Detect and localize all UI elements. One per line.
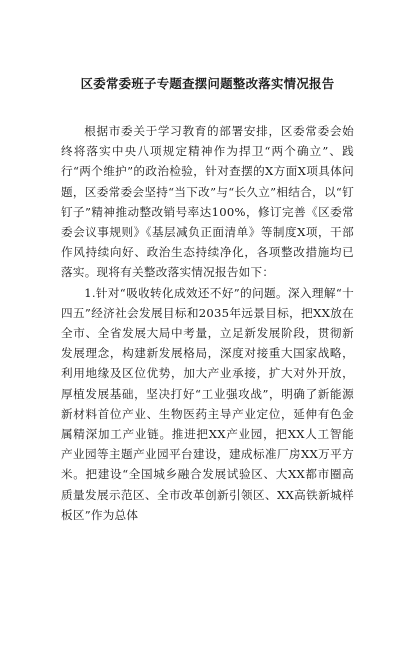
- paragraph-intro: 根据市委关于学习教育的部署安排，区委常委会始终将落实中央八项规定精神作为捍卫“两个确立”、践行“两个维护”的政治检验，针对查摆的X方面X项具体问题，区委常委会坚持“当下改”与“长久立”相结合，以“钉钉子”精神推动整改销号率达100%，修订完善《区委常委会议事规则》《基层减负正面清单》等制度X项，干部作风持续向好、政治生态持续净化，各项整改措施均已落实。现将有关整改落实情况报告如下：: [61, 124, 354, 280]
- document-title: 区委常委班子专题查摆问题整改落实情况报告: [80, 76, 335, 91]
- document-page: [0, 76, 410, 656]
- document-body: [61, 121, 354, 525]
- paragraph-item-1: 1.针对“吸收转化成效还不好”的问题。深入理解“十四五”经济社会发展目标和2035年远景目标，把XX放在全市、全省发展大局中考量，立足新发展阶段，贯彻新发展理念，构建新发展格局，深度对接重大国家战略，利用地缘及区位优势，加大产业承接，扩大对外开放，厚植发展基础，坚决打好“工业强攻战”，明确了新能源新材料首位产业、生物医药主导产业定位，延伸有色金属精深加工产业链。推进把XX产业园，把XX人工智能产业园等主题产业园平台建设，建成标准厂房XX万平方米。把建设“全国城乡融合发展试验区、大XX都市圈高质量发展示范区、全市改革创新引领区、XX高铁新城样板区”作为总体: [61, 285, 354, 522]
